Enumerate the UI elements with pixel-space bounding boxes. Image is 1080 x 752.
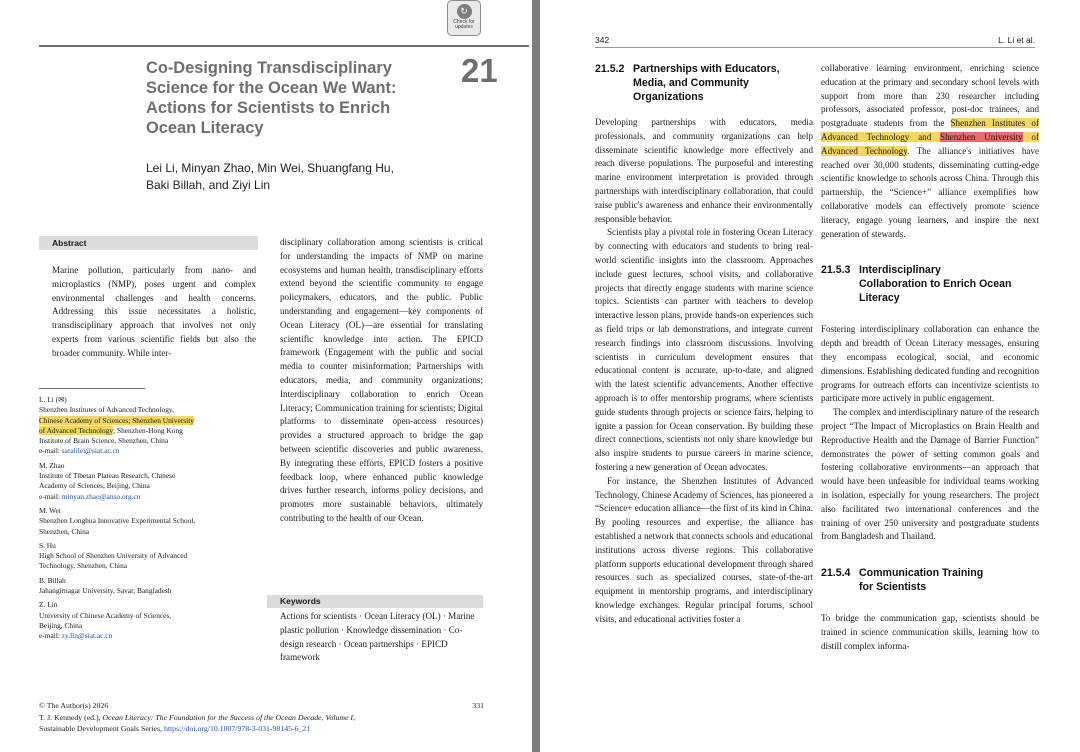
affiliation-line [39, 416, 259, 426]
affiliation-line: High School of Shenzhen University of Advanced [39, 551, 188, 561]
footer-row [39, 700, 484, 712]
check-for-updates-badge[interactable] [447, 0, 481, 36]
paragraph: Fostering interdisciplinary collaboration can enhance the depth and breadth of Ocean Literacy messages, ensuring they encompass ecological, social, and economic dimensions. Establishing dedicated funding and recognition programs for outreach efforts can incentivize scientists to participate more actively in public engagement. [821, 324, 1039, 404]
chapter-title: Co-Designing Transdisciplinary Science for the Ocean We Want: Actions for Scientists to Enrich Ocean Literacy [146, 59, 397, 137]
paragraph [821, 62, 1039, 241]
header-rule [595, 47, 1035, 48]
keywords-heading: Keywords [267, 595, 483, 608]
email-link[interactable]: minyan.zhao@anso.org.cn [61, 491, 141, 501]
page-number: 331 [472, 701, 484, 710]
email-label: e-mail: [39, 446, 62, 456]
email-line [39, 631, 259, 641]
section-number: 21.5.3 [821, 264, 851, 277]
highlight-text: Shenzhen University [132, 415, 194, 425]
section-title-line: for Scientists [859, 581, 927, 594]
paragraph: The complex and interdisciplinary nature of the research project “The Impact of Microplastics on Brain Health and Reproductive Health and the Damage of Barrier Function” demonstrates the power of setting common goals and fostering collaborative environments—an approach that would have been unfeasible for individual teams working in isolation, especially for young researchers. The project also facilitated two international conferences and the training of over 250 university and postgraduate students from Bangladesh and Thailand. [821, 407, 1039, 542]
highlight-text: of Advanced Technology [39, 425, 114, 435]
email-line [39, 492, 259, 502]
body-column-right [821, 62, 1039, 654]
doi-link[interactable]: https://doi.org/10.1007/978-3-031-98145-6_21 [163, 724, 311, 733]
section-title-line [821, 566, 1039, 580]
affiliation-billah [39, 576, 259, 597]
paragraph-text: collaborative learning environment, enriching science education at the primary and secondary school levels with support from more than 230 researcher including professors, associated professor, post-doc trainees, and postgraduate students from the [821, 63, 1039, 129]
series-name: Sustainable Development Goals Series, [39, 724, 164, 733]
author-name: L. Li (✉) [39, 395, 67, 404]
series-line [39, 723, 484, 735]
body-column-left [595, 116, 813, 626]
affiliation-line: Academy of Sciences, Beijing, China [39, 481, 150, 491]
abstract-heading: Abstract [39, 236, 258, 250]
email-label: e-mail: [39, 491, 62, 501]
section-title-line: Collaboration to Enrich Ocean [859, 278, 1012, 291]
highlight-text-red: Shenzhen University [940, 131, 1023, 142]
affiliation-line: Jahangirnagar University, Savar, Bangladesh [39, 586, 172, 596]
author-name: M. Wei [39, 505, 61, 515]
top-rule [39, 45, 529, 47]
highlight-text: Shenzhen Institutes of Advanced Technology and [821, 118, 1039, 142]
paragraph: Developing partnerships with educators, media professionals, and community organizations can help disseminate scientific knowledge more effectively and reach diverse populations. The purposeful and interesting marine environment interpretation is provided through partnerships with interdisciplinary collaboration, that could raise public's awareness and enhance their environmentally responsible behavior. [595, 117, 813, 224]
paragraph: To bridge the communication gap, scientists should be trained in science communication skills, learning how to distill complex informa- [821, 613, 1039, 651]
section-title-line: Literacy [859, 292, 900, 305]
affiliation-line: Beijing, China [39, 620, 83, 630]
affiliation-line: Shenzhen Longhua Innovative Experimental School, [39, 516, 196, 526]
author-name: B. Billah [39, 575, 66, 585]
affiliation-li [39, 395, 259, 457]
section-number: 21.5.4 [821, 567, 851, 580]
email-line [39, 446, 259, 456]
section-heading-21-5-2 [595, 62, 813, 104]
badge-label: Check for updates [453, 19, 475, 30]
citation-punct: , [353, 712, 355, 722]
book-title: Ocean Literacy: The Foundation for the Success of the Ocean Decade, Volume I [102, 712, 354, 722]
section-number: 21.5.2 [595, 63, 625, 75]
paragraph: Scientists play a pivotal role in fostering Ocean Literacy by connecting with educators and students to bring real-world scientific insights into the classroom. Approaches include guest lectures, school visits, and collaborative projects that directly engage students with marine science topics. Scientists can partner with teachers to develop interactive lesson plans, provide hands-on experiences such as field trips or lab demonstrations, and integrate current research findings into classroom discussions. Involving scientists in curriculum development ensures that educational content is accurate, up-to-date, and aligned with the latest scientific advancements. Another effective approach is to offer mentorship programs, where scientists guide students through projects or science fairs, helping to ignite a passion for Ocean conservation. By building these direct connections, scientists not only share knowledge but also inspire students to pursue careers in marine science, fostering a new generation of Ocean advocates. [595, 227, 813, 472]
copyright: © The Author(s) 2026 [39, 701, 109, 710]
author-name: S. Hu [39, 540, 56, 550]
right-page [540, 0, 1080, 752]
abstract-text-col2: disciplinary collaboration among scientists is critical for understanding the impacts of NMP on marine ecosystems and human health, transdisciplinary efforts extend beyond the scientific community to engage policymakers, educators, and the public. Public understanding and engagement—key components of Ocean Literacy (OL)—are essential for translating scientific knowledge into action. The EPICD framework (Engagement with the public and social media to counter misinformation; Partnerships with educators, media, and community organizations; Interdisciplinary collaboration to enrich Ocean Literacy; Communication training for scientists; Digital platforms to disseminate open-access resources) provides a structured approach to bridge the gap between scientific discoveries and public awareness. By integrating these efforts, EPICD fosters a positive feedback loop, where enhanced public knowledge drives further research, informs policy decisions, and promotes more sustainable behaviors, ultimately contributing to the health of our Ocean. [280, 237, 483, 523]
authors-line-1: Lei Li, Minyan Zhao, Min Wei, Shuangfang Hu, [146, 161, 394, 175]
affiliation-wei [39, 506, 259, 537]
running-header [595, 35, 1035, 45]
affiliation-lin [39, 600, 259, 641]
affiliation-line: Institute of Brain Science, Shenzhen, China [39, 436, 169, 446]
affiliation-line: Shenzhen, China [39, 526, 90, 536]
left-page [0, 0, 532, 752]
abstract-text-col1: Marine pollution, particularly from nano- and microplastics (NMP), poses urgent and complex environmental challenges and health concerns. Addressing this issue necessitates a holistic, transdisciplinary approach that involves not only experts from various scientific fields but also the broader community. While inter- [52, 265, 256, 358]
section-heading-21-5-4 [821, 566, 1039, 594]
section-title-line [821, 263, 1039, 277]
affiliation-text: ; Shenzhen-Hong Kong [113, 425, 183, 435]
section-title-line [595, 62, 813, 76]
section-title: Partnerships with Educators, [633, 63, 780, 75]
paragraph-text: . The alliance's initiatives have reached over 30,000 students, disseminating cutting-edge scientific knowledge to schools across China. Through this partnership, the “Science+” alliance exemplifies how collaborative models can effectively promote science literacy, engage young learners, and inspire the next generation of stewards. [821, 145, 1039, 239]
citation-editor: T. J. Kennedy (ed.), [39, 712, 103, 722]
section-title: Interdisciplinary [859, 264, 941, 277]
highlight-text: of Advanced Technology [821, 131, 1039, 156]
refresh-icon: ↻ [457, 4, 472, 19]
email-label: e-mail: [39, 631, 62, 641]
section-title-line: Media, and Community [633, 77, 749, 89]
affiliations [39, 395, 259, 646]
email-link[interactable]: zy.lin@siat.ac.cn [61, 631, 113, 641]
author-name: Z. Lin [39, 600, 58, 610]
authors-line-2: Baki Billah, and Ziyi Lin [146, 178, 271, 192]
citation-line [39, 712, 484, 724]
author-list [146, 160, 446, 194]
section-heading-21-5-3 [821, 263, 1039, 305]
highlight-text: Chinese Academy of Sciences; [39, 415, 133, 425]
paragraph: For instance, the Shenzhen Institutes of Advanced Technology, Chinese Academy of Sciences, has pioneered a “Science+ education alliance—the first of its kind in China. By pooling resources and expertise, the alliance has established a network that connects schools and educational institutions across diverse regions. This collaborative platform supports educational development through shared resources such as specialized courses, state-of-the-art equipment in mentorship programs, and interdisciplinary knowledge exchanges. Regular principal forums, school visits, and educational activities foster a [595, 475, 813, 624]
author-name: M. Zhao [39, 460, 65, 470]
page-footer [39, 700, 484, 735]
section-title-line: Organizations [633, 91, 704, 103]
affiliation-line: Institute of Tibetan Plateau Research, Chinese [39, 471, 176, 481]
email-link[interactable]: saralilei@siat.ac.cn [61, 446, 120, 456]
affiliation-zhao [39, 461, 259, 502]
affiliation-rule [39, 388, 145, 389]
keywords-text: Actions for scientists · Ocean Literacy (OL) · Marine plastic pollution · Knowledge dissemination · Co-design research · Ocean partnerships · EPICD framework [280, 611, 475, 663]
section-title: Communication Training [859, 567, 984, 580]
affiliation-hu [39, 541, 259, 572]
page-number: 342 [595, 35, 610, 45]
affiliation-line: University of Chinese Academy of Sciences, [39, 610, 172, 620]
affiliation-line: Technology, Shenzhen, China [39, 561, 128, 571]
running-head-authors: L. Li et al. [998, 35, 1035, 45]
affiliation-line [39, 426, 259, 436]
affiliation-line: Shenzhen Institutes of Advanced Technology, [39, 405, 174, 415]
chapter-number: 21 [461, 52, 498, 89]
